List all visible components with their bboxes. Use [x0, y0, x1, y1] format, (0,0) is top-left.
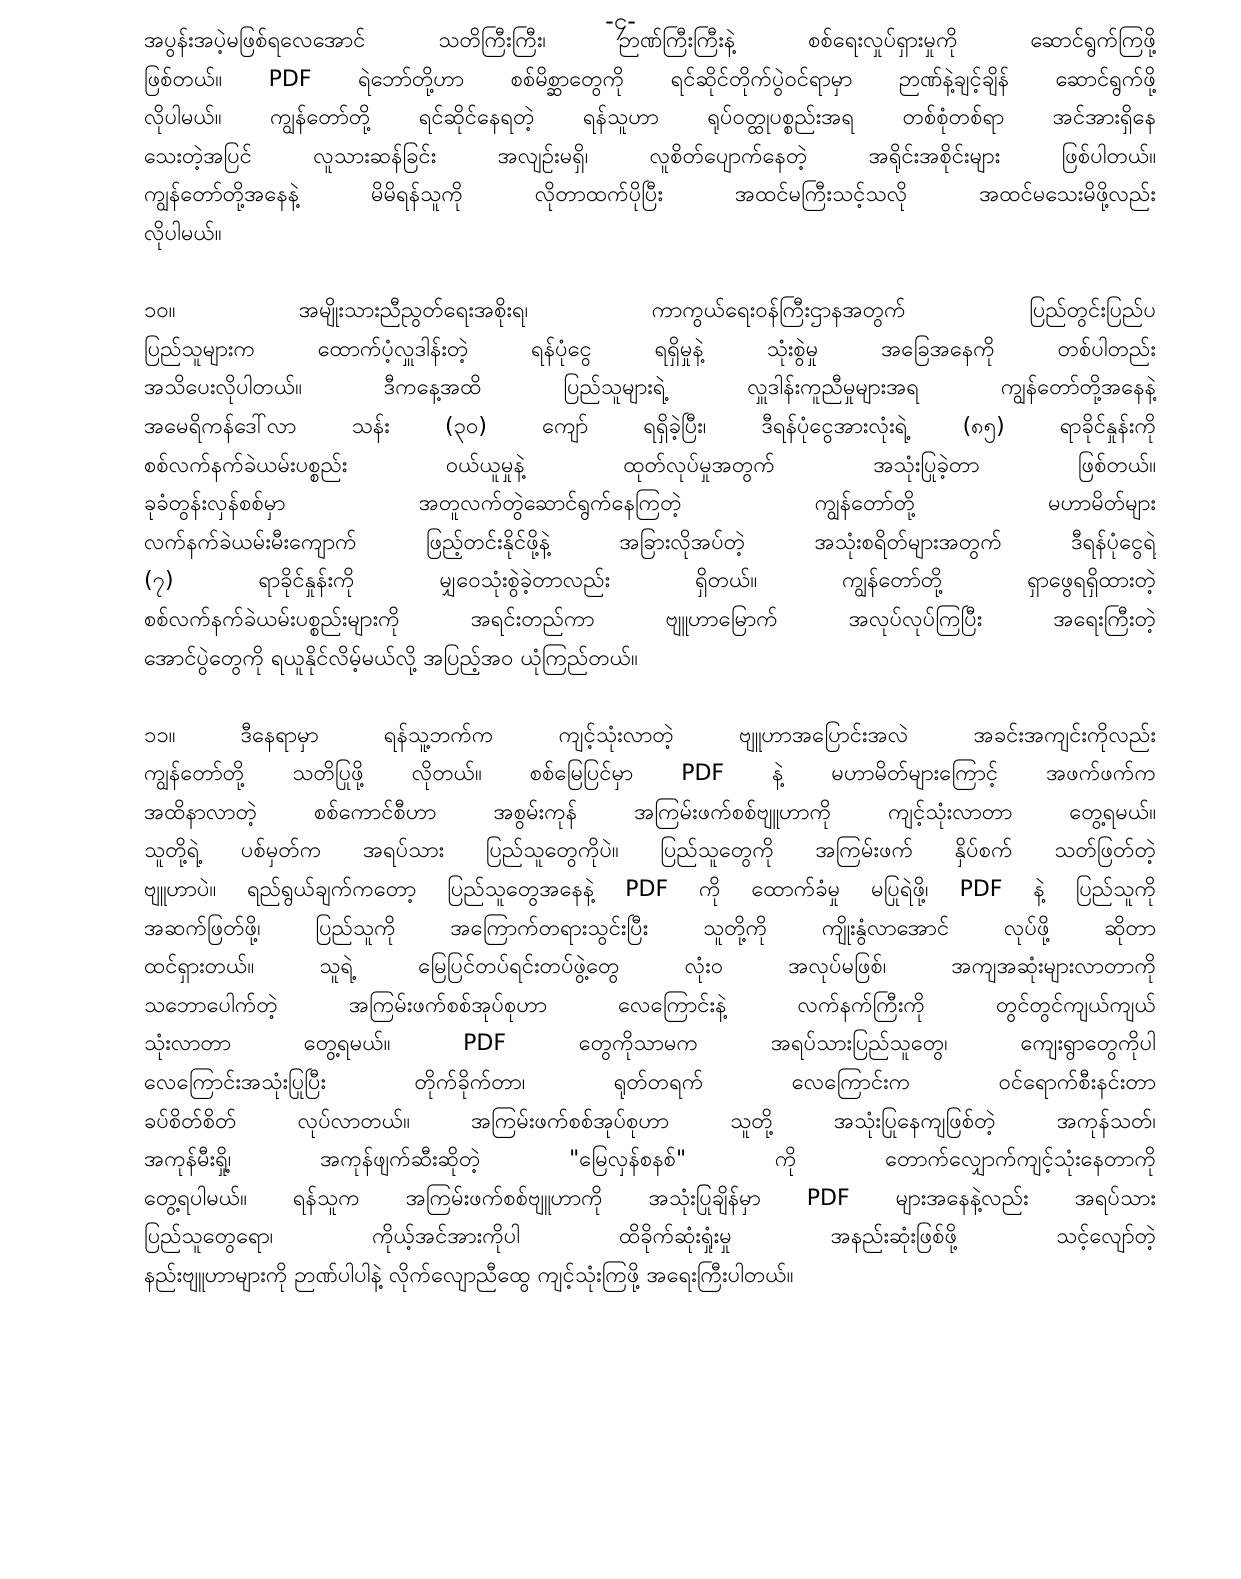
text-line: လိုပါမယ်။	[144, 220, 222, 246]
text-line: အသိပေးလိုပါတယ်။ ဒီကနေ့အထိ ပြည်သူများရဲ့ လှူဒါန်းကူညီမှုများအရ ကျွန်တော်တို့အနေနဲ့	[144, 375, 1156, 401]
text-line: ပြည်သူများက ထောက်ပံ့လှူဒါန်းတဲ့ ရန်ပုံငွေ ရရှိမှုနဲ့ သုံးစွဲမှု အခြေအနေကို တစ်ပါတည်း	[144, 336, 1156, 362]
paragraph-2	[144, 292, 1156, 678]
text-line: သုံးလာတာ တွေ့ရမယ်။ PDF တွေကိုသာမက အရပ်သားပြည်သူတွေ၊ ကျေးရွာတွေကိုပါ	[144, 1031, 1156, 1057]
paragraph-gap	[144, 254, 1156, 293]
paragraph-gap	[144, 678, 1156, 717]
text-line: ၁၁။ ဒီနေရာမှာ ရန်သူ့ဘက်က ကျင့်သုံးလာတဲ့ ဗျူဟာအပြောင်းအလဲ အခင်းအကျင်းကိုလည်း	[144, 722, 1156, 748]
text-line: လေကြောင်းအသုံးပြုပြီး တိုက်ခိုက်တာ၊ ရုတ်တရက် လေကြောင်းက ဝင်ရောက်စီးနင်းတာ	[144, 1070, 1156, 1096]
paragraph-1	[144, 22, 1156, 254]
text-line: သူတို့ရဲ့ ပစ်မှတ်က အရပ်သား ပြည်သူတွေကိုပဲ။ ပြည်သူတွေကို အကြမ်းဖက် နှိပ်စက် သတ်ဖြတ်တဲ့	[144, 838, 1156, 864]
text-line: လက်နက်ခဲယမ်းမီးကျောက် ဖြည့်တင်းနိုင်ဖို့နဲ့ အခြားလိုအပ်တဲ့ အသုံးစရိတ်များအတွက် ဒီရန်ပုံငွေရဲ့	[144, 529, 1156, 555]
text-line: ကျွန်တော်တို့ သတိပြုဖို့ လိုတယ်။ စစ်မြေပြင်မှာ PDF နဲ့ မဟာမိတ်များကြောင့် အဖက်ဖက်က	[144, 761, 1156, 787]
text-line: (၇) ရာခိုင်နှုန်းကို မျှဝေသုံးစွဲခဲ့တာလည်း ရှိတယ်။ ကျွန်တော်တို့ ရှာဖွေရရှိထားတဲ့	[144, 568, 1156, 594]
text-line: တွေ့ရပါမယ်။ ရန်သူက အကြမ်းဖက်စစ်ဗျူဟာကို အသုံးပြုချိန်မှာ PDF များအနေနဲ့လည်း အရပ်သား	[144, 1185, 1156, 1211]
text-line: ခပ်စိတ်စိတ် လုပ်လာတယ်။ အကြမ်းဖက်စစ်အုပ်စုဟာ သူတို့ အသုံးပြုနေကျဖြစ်တဲ့ အကုန်သတ်၊	[144, 1108, 1156, 1134]
text-line: အောင်ပွဲတွေကို ရယူနိုင်လိမ့်မယ်လို့ အပြည့်အဝ ယုံကြည်တယ်။	[144, 645, 638, 671]
text-line: ပြည်သူတွေရော၊ ကိုယ့်အင်အားကိုပါ ထိခိုက်ဆုံးရှုံးမှု အနည်းဆုံးဖြစ်ဖို့ သင့်လျော်တဲ့	[144, 1224, 1156, 1250]
text-line: ခုခံတွန်းလှန်စစ်မှာ အတူလက်တွဲဆောင်ရွက်နေကြတဲ့ ကျွန်တော်တို့ မဟာမိတ်များ	[144, 491, 1156, 517]
text-line: နည်းဗျူဟာများကို ဉာဏ်ပါပါနဲ့ လိုက်လျောညီထွေ ကျင့်သုံးကြဖို့ အရေးကြီးပါတယ်။	[144, 1263, 794, 1288]
text-line: ဗျူဟာပဲ။ ရည်ရွယ်ချက်ကတော့ ပြည်သူတွေအနေနဲ့ PDF ကို ထောက်ခံမှု မပြုရဲဖို့၊ PDF နဲ့ ပြည်သူကို	[144, 877, 1156, 903]
text-line: ကျွန်တော်တို့အနေနဲ့ မိမိရန်သူကို လိုတာထက်ပိုပြီး အထင်မကြီးသင့်သလို အထင်မသေးမိဖို့လည်း	[144, 182, 1156, 208]
paragraph-3	[144, 717, 1156, 1296]
text-line: အဆက်ဖြတ်ဖို့၊ ပြည်သူကို အကြောက်တရားသွင်းပြီး သူတို့ကို ကျိုးနွံလာအောင် လုပ်ဖို့ ဆိုတာ	[144, 915, 1156, 941]
text-line: အပွန်းအပဲ့မဖြစ်ရလေအောင် သတိကြီးကြီး၊ ဉာဏ်ကြီးကြီးနဲ့ စစ်ရေးလှုပ်ရှားမှုကို ဆောင်ရွက်ကြဖို့	[144, 28, 1156, 53]
text-line: အကုန်မီးရှို့၊ အကုန်ဖျက်ဆီးဆိုတဲ့ "မြေလှန်စနစ်" ကို တောက်လျှောက်ကျင့်သုံးနေတာကို	[144, 1147, 1156, 1173]
text-line: သဘောပေါက်တဲ့ အကြမ်းဖက်စစ်အုပ်စုဟာ လေကြောင်းနဲ့ လက်နက်ကြီးကို တွင်တွင်ကျယ်ကျယ်	[144, 992, 1156, 1018]
text-line: စစ်လက်နက်ခဲယမ်းပစ္စည်း ဝယ်ယူမှုနဲ့ ထုတ်လုပ်မှုအတွက် အသုံးပြုခဲ့တာ ဖြစ်တယ်။	[144, 452, 1156, 478]
text-line: သေးတဲ့အပြင် လူသားဆန်ခြင်း အလျဉ်းမရှိ၊ လူစိတ်ပျောက်နေတဲ့ အရိုင်းအစိုင်းများ ဖြစ်ပါတယ်။	[144, 143, 1156, 169]
text-line: အမေရိကန်ဒေါ်လာ သန်း (၃၀) ကျော် ရရှိခဲ့ပြီး၊ ဒီရန်ပုံငွေအားလုံးရဲ့ (၈၅) ရာခိုင်နှုန်းကို	[144, 413, 1156, 439]
text-line: အထိနာလာတဲ့ စစ်ကောင်စီဟာ အစွမ်းကုန် အကြမ်းဖက်စစ်ဗျူဟာကို ကျင့်သုံးလာတာ တွေ့ရမယ်။	[144, 799, 1156, 825]
text-line: ၁၀။ အမျိုးသားညီညွတ်ရေးအစိုးရ၊ ကာကွယ်ရေးဝန်ကြီးဌာနအတွက် ပြည်တွင်းပြည်ပ	[144, 298, 1156, 324]
text-line: ထင်ရှားတယ်။ သူရဲ့ မြေပြင်တပ်ရင်းတပ်ဖွဲ့တွေ လုံးဝ အလုပ်မဖြစ်၊ အကျအဆုံးများလာတာကို	[144, 954, 1156, 980]
text-line: ဖြစ်တယ်။ PDF ရဲဘော်တို့ဟာ စစ်မိစ္ဆာတွေကို ရင်ဆိုင်တိုက်ပွဲဝင်ရာမှာ ဉာဏ်နဲ့ချင့်ချိန် ဆောင်ရွက်ဖို့	[144, 66, 1156, 92]
text-line: စစ်လက်နက်ခဲယမ်းပစ္စည်းများကို အရင်းတည်ကာ ဗျူဟာမြောက် အလုပ်လုပ်ကြပြီး အရေးကြီးတဲ့	[144, 606, 1156, 632]
text-line: လိုပါမယ်။ ကျွန်တော်တို့ ရင်ဆိုင်နေရတဲ့ ရန်သူဟာ ရုပ်ဝတ္ထုပစ္စည်းအရ တစ်စုံတစ်ရာ အင်အားရှိနေ	[144, 105, 1156, 131]
document-body	[144, 22, 1156, 1296]
page-number: -၄-	[605, 7, 636, 35]
